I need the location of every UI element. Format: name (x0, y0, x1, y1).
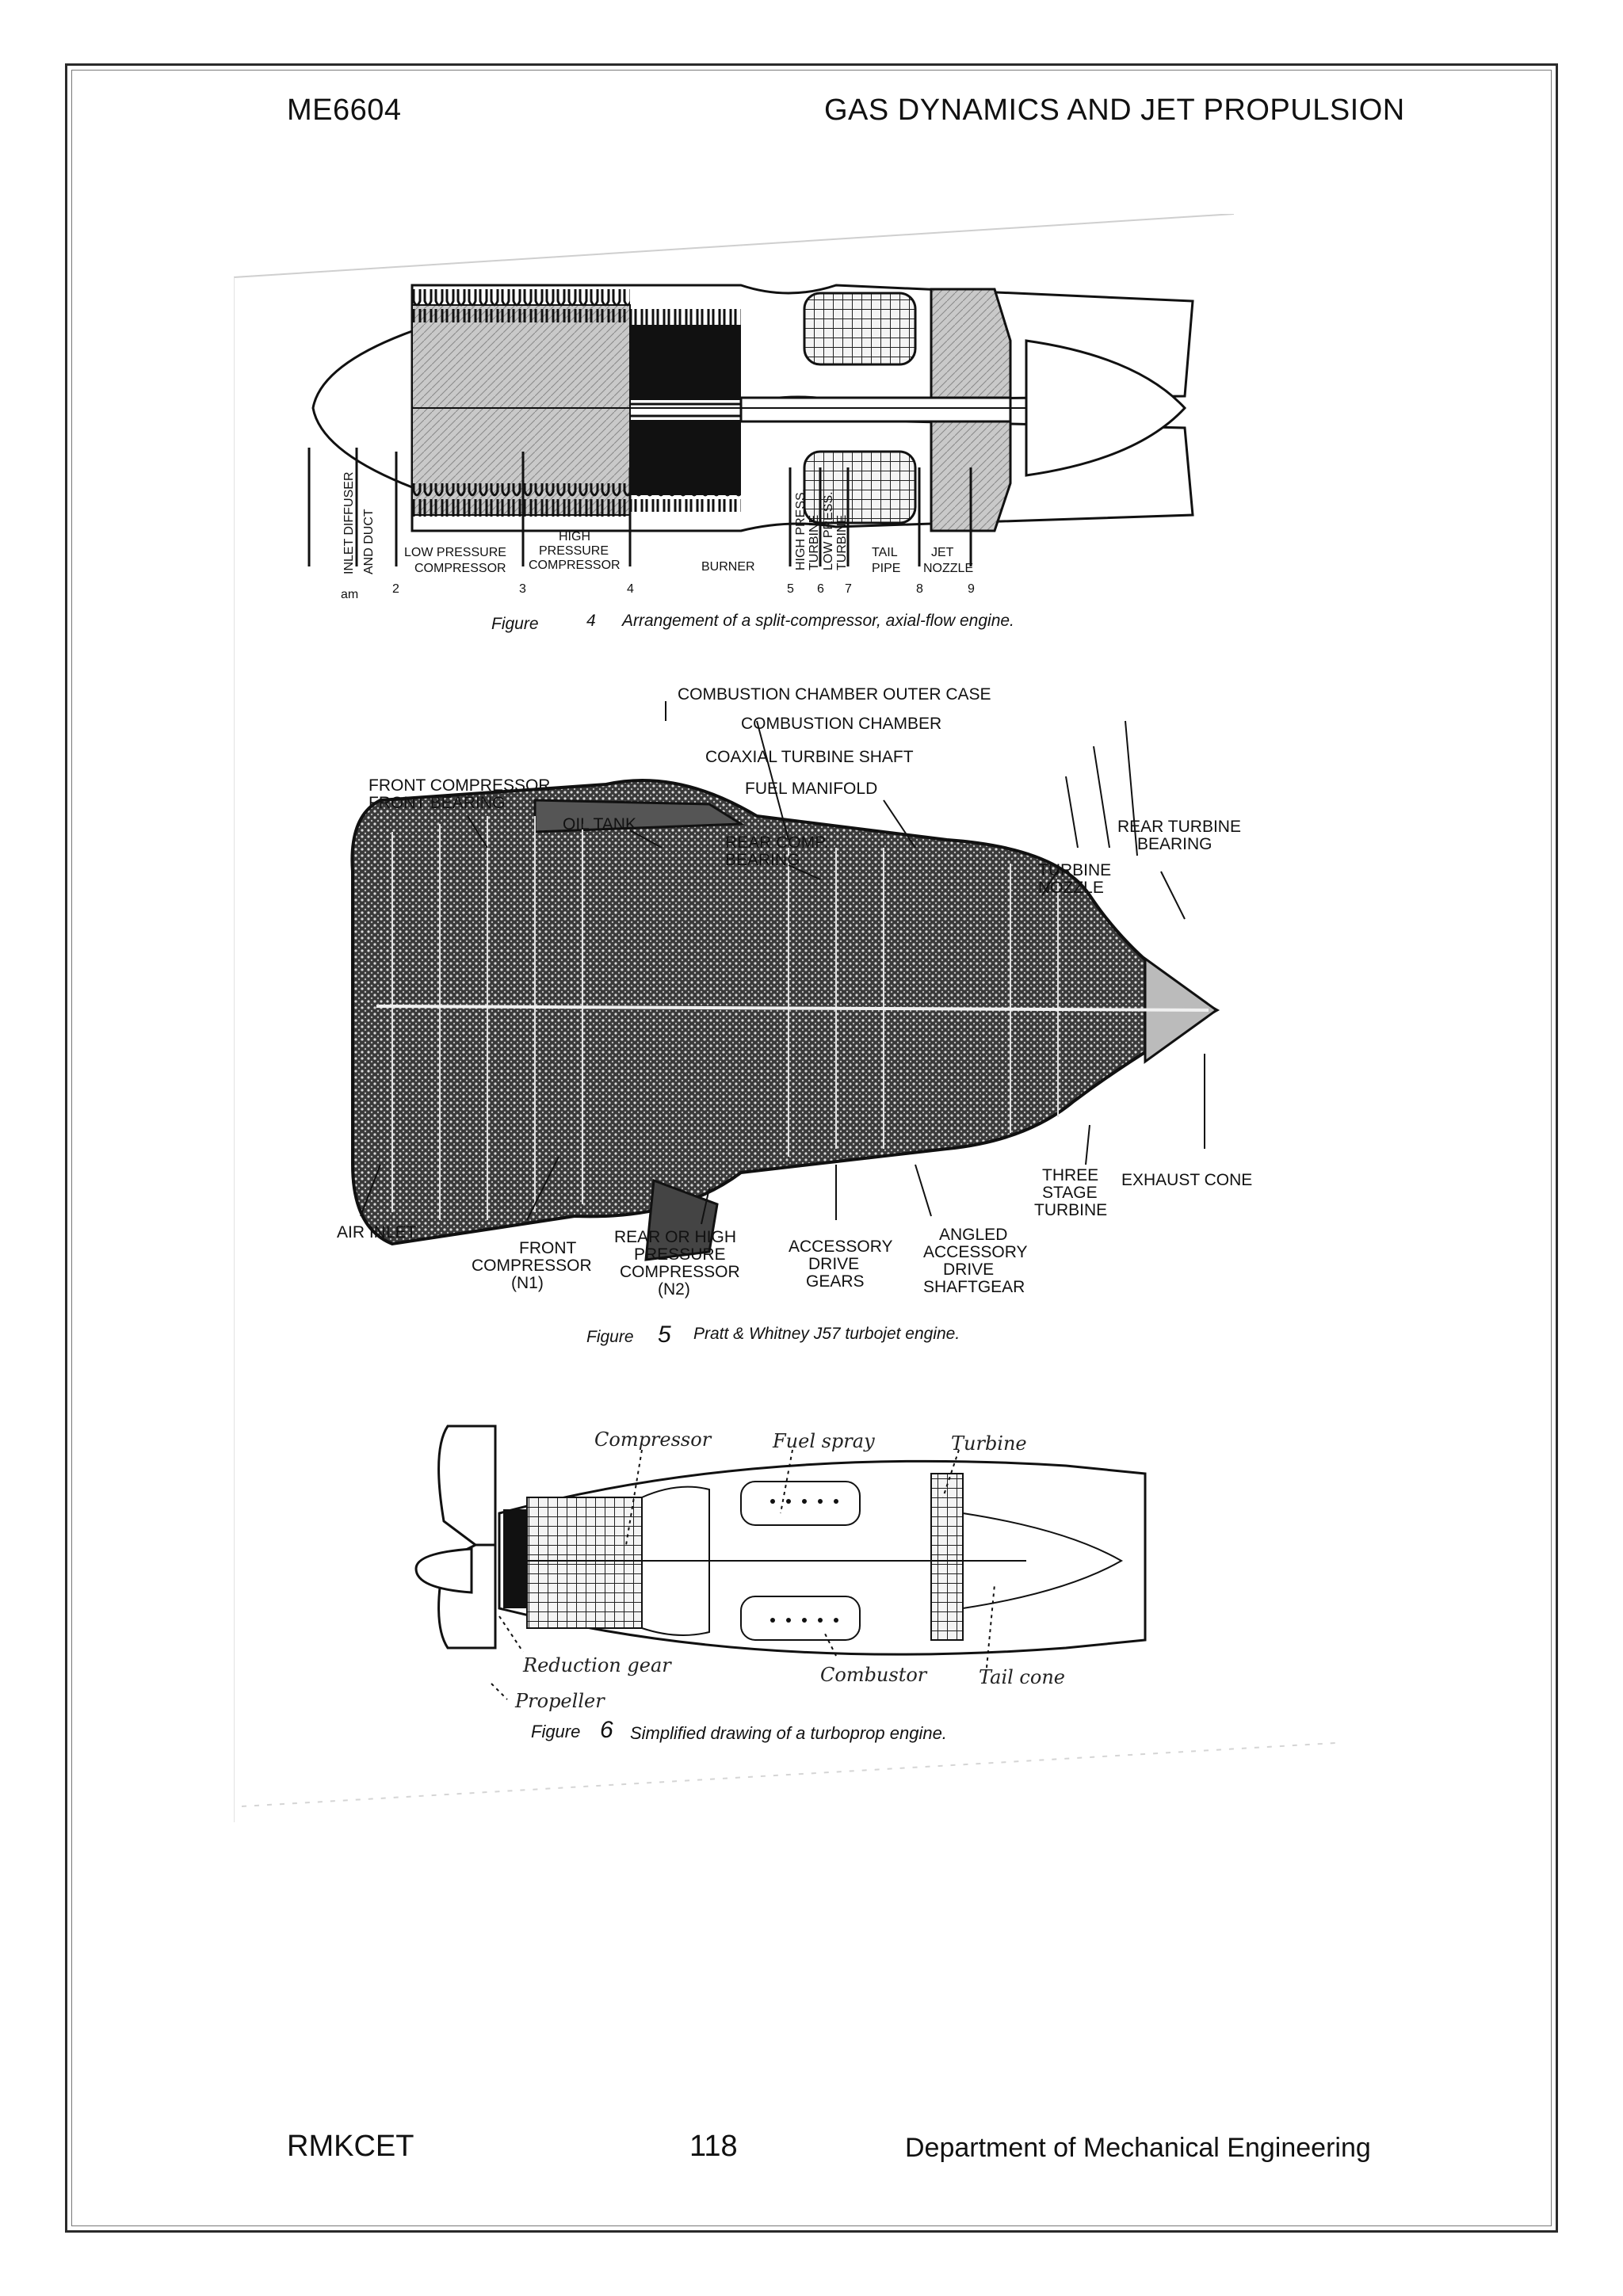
hpt-label-b: TURBINE (808, 514, 821, 570)
figure-4-split-compressor-engine (309, 285, 1193, 633)
label-rear-turbine-bearing-b: BEARING (1137, 835, 1212, 853)
label-accessory-drive-gears-b: DRIVE (808, 1255, 860, 1273)
figure-6-turboprop (416, 1426, 1145, 1743)
label-combustion-chamber-outer-case: COMBUSTION CHAMBER OUTER CASE (678, 685, 991, 704)
station-7: 7 (845, 582, 852, 596)
label-angled-accessory-b: ACCESSORY (923, 1243, 1028, 1261)
hpc-label-a: HIGH (559, 530, 590, 543)
figure-4-caption-text: Arrangement of a split-compressor, axial-flow engine. (622, 612, 1014, 630)
station-4: 4 (627, 582, 634, 596)
station-8: 8 (916, 582, 923, 596)
label-rear-compressor-b: PRESSURE (634, 1245, 726, 1264)
label-turbine: Turbine (951, 1432, 1027, 1455)
station-3: 3 (519, 582, 526, 596)
station-2: 2 (392, 582, 399, 596)
label-oil-tank: OIL TANK (563, 815, 636, 833)
lpc-label-b: COMPRESSOR (414, 562, 506, 575)
figure-4-caption-number: 4 (586, 612, 596, 630)
label-rear-compressor-d: (N2) (658, 1280, 690, 1299)
hpc-label-b: PRESSURE (539, 544, 609, 558)
label-angled-accessory-d: SHAFTGEAR (923, 1278, 1025, 1296)
label-accessory-drive-gears-c: GEARS (806, 1272, 865, 1291)
footer-department: Department of Mechanical Engineering (905, 2133, 1371, 2163)
lpc-label-a: LOW PRESSURE (404, 546, 506, 559)
lpt-label-a: LOW PRESS. (822, 491, 835, 570)
scanned-figures (234, 214, 1343, 1822)
label-front-compressor-b: COMPRESSOR (472, 1257, 592, 1275)
label-rear-comp-bearing-b: BEARING (725, 851, 800, 869)
label-front-compressor-a: FRONT (519, 1239, 577, 1257)
label-exhaust-cone: EXHAUST CONE (1121, 1171, 1253, 1189)
footer-page-number: 118 (689, 2130, 738, 2163)
label-three-stage-turbine-a: THREE (1042, 1166, 1099, 1184)
hpc-label-c: COMPRESSOR (529, 559, 621, 572)
burner-label: BURNER (701, 560, 755, 574)
figure-6-caption-text: Simplified drawing of a turboprop engine. (630, 1723, 947, 1743)
label-angled-accessory-a: ANGLED (939, 1226, 1008, 1244)
label-front-compressor-front-bearing-a: FRONT COMPRESSOR (369, 776, 551, 795)
figure-6-caption-word: Figure (531, 1722, 581, 1741)
label-turbine-nozzle-a: TURBINE (1038, 861, 1112, 879)
label-fuel-manifold: FUEL MANIFOLD (745, 780, 878, 798)
inlet-diffuser-label-a: INLET DIFFUSER (342, 471, 356, 574)
figure-6-caption-number: 6 (600, 1717, 613, 1743)
label-propeller: Propeller (515, 1690, 605, 1712)
label-accessory-drive-gears-a: ACCESSORY (789, 1238, 893, 1256)
label-coaxial-turbine-shaft: COAXIAL TURBINE SHAFT (705, 748, 914, 766)
label-three-stage-turbine-b: STAGE (1042, 1184, 1098, 1202)
jet-nozzle-label-a: JET (931, 546, 954, 559)
station-am: am (341, 588, 359, 601)
label-front-compressor-front-bearing-b: FRONT BEARING (369, 794, 506, 812)
label-combustion-chamber: COMBUSTION CHAMBER (741, 715, 942, 733)
label-three-stage-turbine-c: TURBINE (1034, 1201, 1108, 1219)
label-combustor: Combustor (820, 1664, 927, 1686)
station-6: 6 (817, 582, 824, 596)
label-rear-comp-bearing-a: REAR COMP. (725, 833, 829, 852)
label-rear-turbine-bearing-a: REAR TURBINE (1117, 818, 1241, 836)
label-reduction-gear: Reduction gear (523, 1654, 671, 1676)
tail-pipe-label-a: TAIL (872, 546, 898, 559)
label-air-inlet: AIR INLET (337, 1223, 417, 1241)
station-9: 9 (968, 582, 975, 596)
figure-5-caption-text: Pratt & Whitney J57 turbojet engine. (693, 1325, 960, 1343)
course-title: GAS DYNAMICS AND JET PROPULSION (824, 93, 1405, 127)
label-rear-compressor-c: COMPRESSOR (620, 1263, 740, 1281)
tail-pipe-label-b: PIPE (872, 562, 901, 575)
label-compressor: Compressor (594, 1428, 712, 1451)
label-turbine-nozzle-b: NOZZLE (1038, 879, 1104, 897)
label-angled-accessory-c: DRIVE (943, 1261, 995, 1279)
label-rear-compressor-a: REAR OR HIGH (614, 1228, 737, 1246)
course-code: ME6604 (287, 93, 402, 127)
figure-5-caption-number: 5 (658, 1322, 671, 1348)
label-front-compressor-c: (N1) (511, 1274, 544, 1292)
jet-nozzle-label-b: NOZZLE (923, 562, 974, 575)
footer-institution: RMKCET (287, 2130, 414, 2163)
label-tail-cone: Tail cone (979, 1666, 1065, 1688)
lpt-label-b: TURBINE (835, 514, 849, 570)
hpt-label-a: HIGH PRESS. (794, 488, 808, 570)
label-fuel-spray: Fuel spray (773, 1430, 875, 1452)
figure-4-caption-word: Figure (491, 615, 539, 633)
station-5: 5 (787, 582, 794, 596)
inlet-diffuser-label-b: AND DUCT (362, 509, 376, 574)
figure-5-j57-turbojet (337, 685, 1252, 1348)
figure-5-caption-word: Figure (586, 1328, 634, 1346)
